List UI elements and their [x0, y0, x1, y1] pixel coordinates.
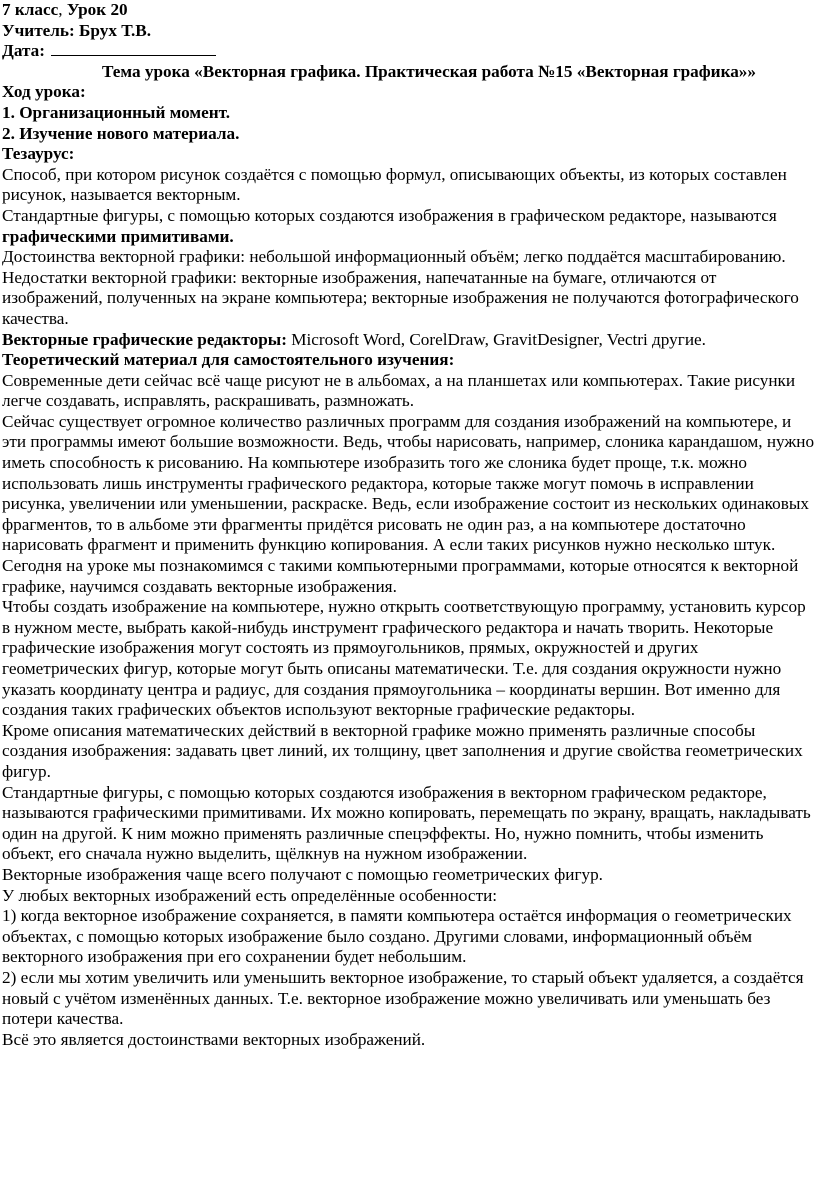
date-label: Дата:	[2, 41, 45, 61]
editors-list: Microsoft Word, CorelDraw, GravitDesigner, Vectri другие.	[286, 329, 706, 349]
editors-label: Векторные графические редакторы:	[2, 329, 287, 349]
teacher-label: Учитель:	[2, 20, 75, 40]
lesson-label: Урок 20	[66, 0, 128, 19]
theory-paragraph: 2) если мы хотим увеличить или уменьшить векторное изображение, то старый объект удаляется, а создаётся новый с учётом изменённых данных. Т.е. векторное изображение можно увеличивать или уменьшать без потери качества.	[2, 967, 804, 1029]
primitives-term: графическими примитивами.	[2, 226, 234, 246]
thesaurus-advantages: Достоинства векторной графики: небольшой информационный объём; легко поддаётся масштабированию.	[2, 247, 786, 267]
theory-heading: Теоретический материал для самостоятельного изучения:	[2, 350, 455, 370]
theory-paragraph: Векторные изображения чаще всего получают с помощью геометрических фигур.	[2, 864, 603, 884]
course-heading: Ход урока:	[2, 82, 86, 102]
primitives-text: Стандартные фигуры, с помощью которых создаются изображения в графическом редакторе, называются	[2, 205, 777, 225]
class-label: 7 класс	[2, 0, 59, 19]
date-line	[2, 41, 816, 62]
step-new-material: 2. Изучение нового материала.	[2, 123, 240, 143]
theory-paragraph: Стандартные фигуры, с помощью которых создаются изображения в векторном графическом редакторе, называются графическими примитивами. Их можно копировать, перемещать по экрану, вращать, накладывать один на другой. К ним можно применять различные спецэффекты. Но, нужно помнить, чтобы изменить объект, его сначала нужно выделить, щёлкнув на нужном изображении.	[2, 782, 811, 864]
thesaurus-disadvantages: Недостатки векторной графики: векторные изображения, напечатанные на бумаге, отличаются от изображений, полученных на экране компьютера; векторные изображения не получаются фотографического качества.	[2, 267, 799, 328]
teacher-line	[2, 21, 816, 42]
thesaurus-primitives	[2, 206, 816, 247]
theory-paragraph: У любых векторных изображений есть определённые особенности:	[2, 885, 498, 905]
theory-paragraph: Сейчас существует огромное количество различных программ для создания изображений на компьютере, и эти программы имеют большие возможности. Ведь, чтобы нарисовать, например, слоника карандашом, нужно иметь способность к рисованию. На компьютере изобразить того же слоника будет проще, т.к. можно использовать лишь инструменты графического редактора, которые также могут помочь в исправлении рисунка, увеличении или уменьшении, раскраске. Ведь, если изображение состоит из нескольких одинаковых фрагментов, то в альбоме эти фрагменты придётся рисовать не один раз, а на компьютере достаточно нарисовать фрагмент и применить функцию копирования. А если таких рисунков нужно несколько штук. Сегодня на уроке мы познакомимся с такими компьютерными программами, которые относятся к векторной графике, научимся создавать векторные изображения.	[2, 411, 815, 596]
class-lesson-line: 7 класс, Урок 20	[2, 0, 128, 19]
date-blank	[51, 41, 216, 56]
thesaurus-definition: Способ, при котором рисунок создаётся с помощью формул, описывающих объекты, из которых составлен рисунок, называется векторным.	[2, 164, 787, 205]
thesaurus-editors	[2, 330, 816, 351]
step-organizational: 1. Организационный момент.	[2, 102, 231, 122]
theory-paragraph: Кроме описания математических действий в векторной графике можно применять различные способы создания изображения: задавать цвет линий, их толщину, цвет заполнения и другие свойства геометрических фигур.	[2, 720, 803, 781]
theory-paragraph: Чтобы создать изображение на компьютере, нужно открыть соответствующую программу, установить курсор в нужном месте, выбрать какой-нибудь инструмент графического редактора и начать творить. Некоторые графические изображения могут состоять из прямоугольников, прямых, окружностей и других геометрических фигур, которые могут быть описаны математически. Т.е. для создания окружности нужно указать координату центра и радиус, для создания прямоугольника – координаты вершин. Вот именно для создания таких графических объектов используют векторные графические редакторы.	[2, 597, 806, 720]
lesson-title: Тема урока «Векторная графика. Практическая работа №15 «Векторная графика»»	[101, 61, 756, 81]
theory-paragraph: 1) когда векторное изображение сохраняется, в памяти компьютера остаётся информация о геометрических объектах, с помощью которых изображение было создано. Другими словами, информационный объём векторного изображения при его сохранении будет небольшим.	[2, 906, 792, 967]
theory-paragraph: Всё это является достоинствами векторных изображений.	[2, 1029, 426, 1049]
teacher-name: Брух Т.В.	[79, 20, 152, 40]
theory-paragraph: Современные дети сейчас всё чаще рисуют не в альбомах, а на планшетах или компьютерах. Такие рисунки легче создавать, исправлять, раскрашивать, размножать.	[2, 370, 796, 411]
thesaurus-heading: Тезаурус:	[2, 144, 75, 164]
